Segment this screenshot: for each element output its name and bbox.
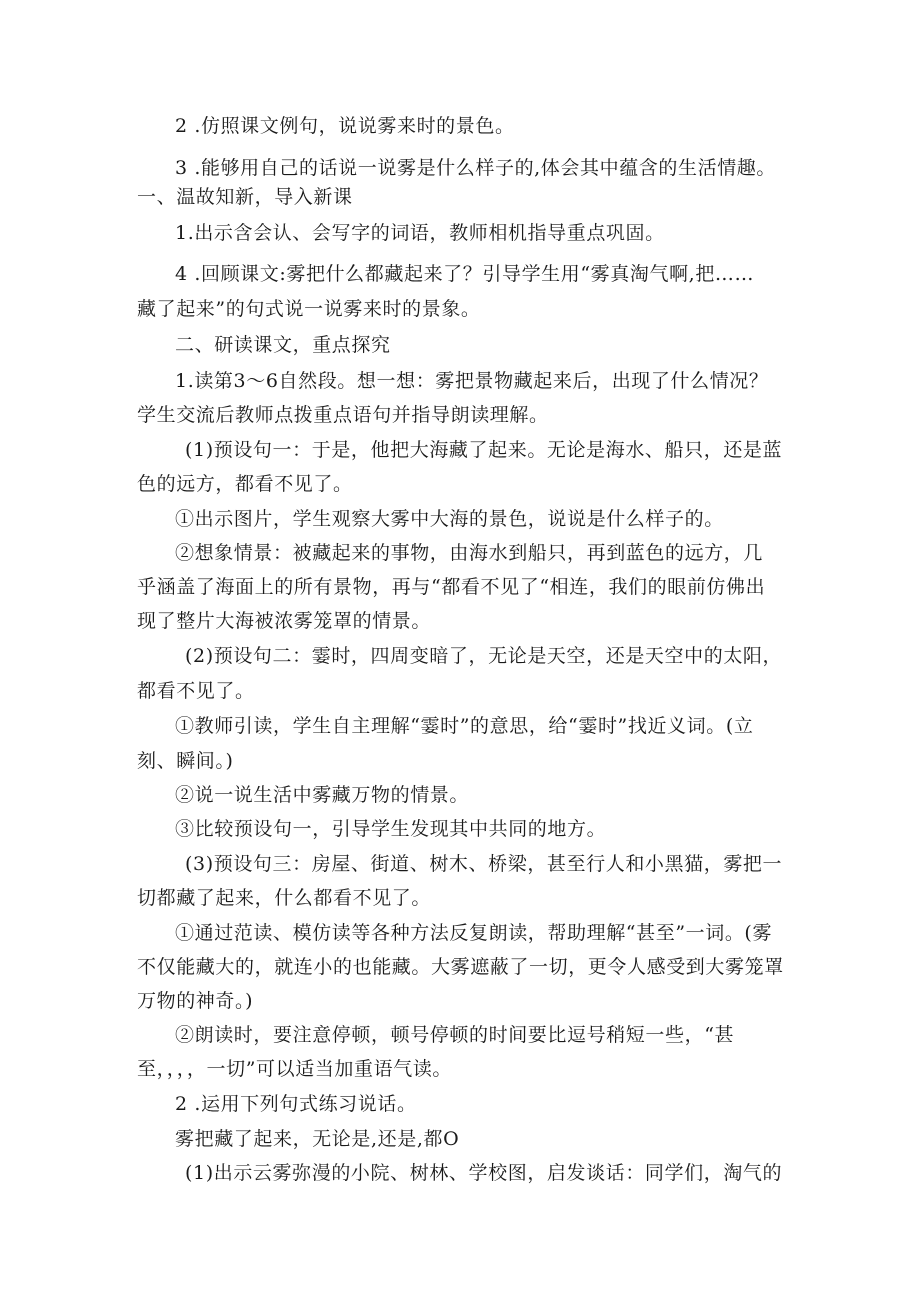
text-line: 4 .回顾课文:雾把什么都藏起来了？引导学生用“雾真淘气啊,把…… [175,263,755,285]
text-line: 都看不见了。 [137,680,255,702]
text-line: 2 .运用下列句式练习说话。 [175,1093,417,1115]
text-line: (1)出示云雾弥漫的小院、树林、学校图，启发谈话：同学们，淘气的 [185,1162,783,1184]
text-line: 乎涵盖了海面上的所有景物，再与“都看不见了“相连，我们的眼前仿佛出 [137,576,766,598]
text-line: (2)预设句二：霎时，四周变暗了，无论是天空，还是天空中的太阳， [185,645,783,667]
text-line: ①出示图片，学生观察大雾中大海的景色，说说是什么样子的。 [175,508,724,530]
text-line: 至，，，，一切”可以适当加重语气读。 [137,1058,453,1080]
text-line: 1.读第3～6自然段。想一想：雾把景物藏起来后，出现了什么情况？ [175,370,769,392]
text-line: 万物的神奇。) [137,990,254,1012]
text-line: ②想象情景：被藏起来的事物，由海水到船只，再到蓝色的远方，几 [175,542,764,564]
section-heading: 二、研读课文，重点探究 [175,334,391,356]
text-line: (1)预设句一：于是，他把大海藏了起来。无论是海水、船只，还是蓝 [185,439,783,461]
text-line: 1.出示含会认、会写字的词语，教师相机指导重点巩固。 [175,222,665,244]
section-heading: 一、温故知新，导入新课 [137,186,353,208]
text-line: ③比较预设句一，引导学生发现其中共同的地方。 [175,818,607,840]
text-line: 3 .能够用自己的话说一说雾是什么样子的,体会其中蕴含的生活情趣。 [175,157,777,179]
text-line: 2 .仿照课文例句，说说雾来时的景色。 [175,115,515,137]
text-line: 不仅能藏大的，就连小的也能藏。大雾遮蔽了一切，更令人感受到大雾笼罩 [137,956,784,978]
text-line: ①教师引读，学生自主理解“霎时”的意思，给“霎时”找近义词。(立 [175,715,754,737]
text-line: ①通过范读、模仿读等各种方法反复朗读，帮助理解“甚至”一词。(雾 [175,922,773,944]
text-line: ②朗读时，要注意停顿，顿号停顿的时间要比逗号稍短一些，“甚 [175,1024,735,1046]
text-line: 刻、瞬间。) [137,750,234,772]
text-line: 色的远方，都看不见了。 [137,473,353,495]
text-line: 现了整片大海被浓雾笼罩的情景。 [137,610,432,632]
text-line: 切都藏了起来，什么都看不见了。 [137,887,432,909]
text-line: ②说一说生活中雾藏万物的情景。 [175,784,470,806]
text-line: 雾把藏了起来，无论是,还是,都O [175,1128,460,1150]
text-line: (3)预设句三：房屋、街道、树木、桥梁，甚至行人和小黑猫，雾把一 [185,853,783,875]
text-line: 学生交流后教师点拨重点语句并指导朗读理解。 [137,404,549,426]
text-line: 藏了起来”的句式说一说雾来时的景象。 [137,298,481,320]
